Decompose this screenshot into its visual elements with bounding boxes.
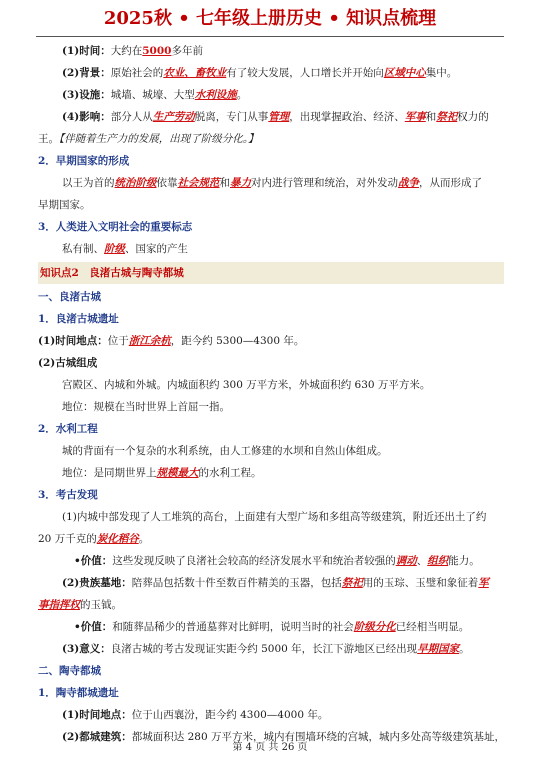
page-content	[38, 40, 504, 748]
early-state-text: 以王为首的统治阶级依靠社会规范和暴力对内进行管理和统治，对外发动战争，从而形成了	[62, 177, 482, 189]
early-state-heading: 2．早期国家的形成	[38, 155, 130, 167]
page-header	[36, 4, 504, 37]
header-dot-2: •	[328, 8, 340, 29]
header-subject: 七年级上册历史	[196, 8, 323, 29]
facilities-line: (3)设施：城墙、城壕、大型水利设施。	[62, 89, 248, 101]
significance-line: (3)意义：良渚古城的考古发现证实距今约 5000 年，长江下游地区已经出现早期国家。	[62, 643, 470, 655]
impact-line: (4)影响：部分人从生产劳动脱离，专门从事管理，出现掌握政治、经济、军事和祭祀权力的	[62, 111, 489, 123]
tomb-line: (2)贵族墓地：陪葬品包括数十件至数百件精美的玉器，包括祭祀用的玉琮、玉璧和象征着军	[62, 577, 489, 589]
taosi-build-line: (2)都城建筑：都城面积达 280 万平方米，城内有围墙环绕的宫城，城内多处高等级建筑基址，	[62, 731, 505, 743]
header-title: 知识点梳理	[346, 8, 437, 29]
civilization-text: 私有制、阶级、国家的产生	[62, 243, 188, 255]
taosi-section-title: 二、陶寺都城	[38, 665, 101, 677]
taosi-time-line: (1)时间地点：位于山西襄汾，距今约 4300—4000 年。	[62, 709, 329, 721]
header-year: 2025秋	[103, 8, 172, 29]
header-dot-1: •	[178, 8, 190, 29]
taosi-site-heading: 1．陶寺都城遗址	[38, 687, 119, 699]
page-footer: 第 4 页 共 26 页	[232, 742, 308, 753]
liangzhu-structure-heading: (2)古城组成	[38, 357, 98, 369]
value-1: •价值：这些发现反映了良渚社会较高的经济发展水平和统治者较强的调动、组织能力。	[74, 555, 480, 567]
liangzhu-structure-text: 宫殿区、内城和外城。内城面积约 300 万平方米，外城面积约 630 万平方米。	[62, 379, 431, 391]
time-line: (1)时间：大约在5000多年前	[62, 45, 203, 57]
water-text: 城的背面有一个复杂的水利系统，由人工修建的水坝和自然山体组成。	[62, 445, 388, 457]
liangzhu-structure-status: 地位：规模在当时世界上首屈一指。	[62, 401, 230, 413]
archaeology-heading: 3．考古发现	[38, 489, 98, 501]
liangzhu-site-heading: 1．良渚古城遗址	[38, 313, 119, 325]
civilization-heading: 3．人类进入文明社会的重要标志	[38, 221, 193, 233]
impact-continuation: 王。【伴随着生产力的发展，出现了阶级分化。】	[38, 133, 259, 145]
archaeology-1-cont: 20 万千克的炭化稻谷。	[38, 533, 150, 545]
tomb-line-cont: 事指挥权的玉钺。	[38, 599, 122, 611]
early-state-continuation: 早期国家。	[38, 199, 91, 211]
liangzhu-time-line: (1)时间地点：位于浙江余杭，距今约 5300—4300 年。	[38, 335, 305, 347]
water-status: 地位：是同期世界上规模最大的水利工程。	[62, 467, 262, 479]
archaeology-1: (1)内城中部发现了人工堆筑的高台，上面建有大型广场和多组高等级建筑，附近还出土了约	[62, 511, 487, 523]
liangzhu-section-title: 一、良渚古城	[38, 291, 101, 303]
knowledge-point-banner: 知识点2 良渚古城与陶寺都城	[38, 262, 504, 284]
water-heading: 2．水利工程	[38, 423, 98, 435]
value-2: •价值：和随葬品稀少的普通墓葬对比鲜明，说明当时的社会阶级分化已经相当明显。	[74, 621, 470, 633]
impact-note: 【伴随着生产力的发展，出现了阶级分化。】	[59, 133, 259, 145]
background-line: (2)背景：原始社会的农业、畜牧业有了较大发展，人口增长并开始向区域中心集中。	[62, 67, 458, 79]
